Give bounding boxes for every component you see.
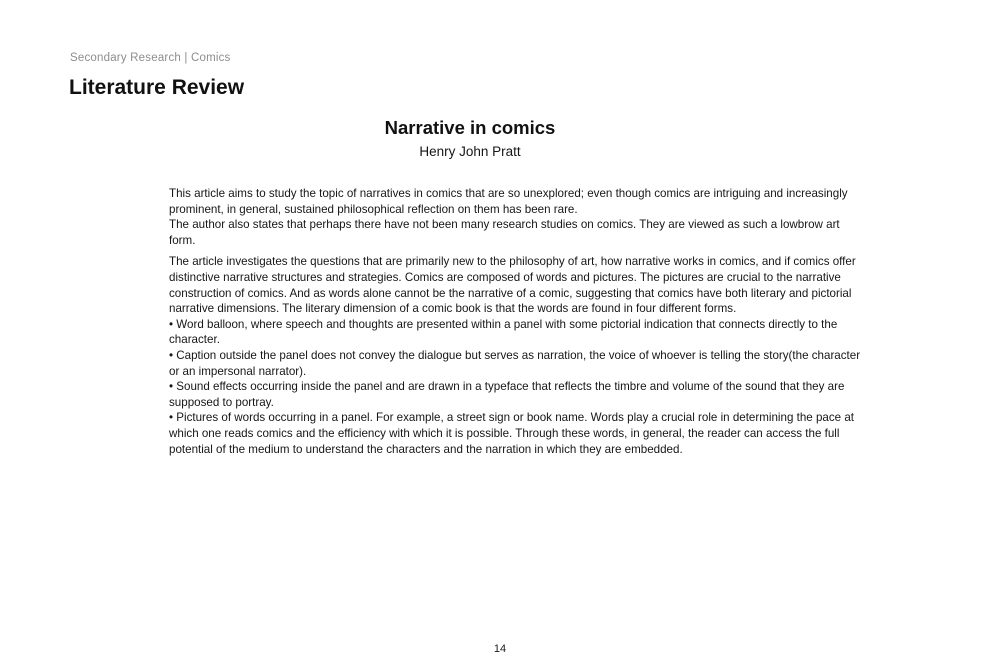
page-title: Literature Review [69,76,245,99]
breadcrumb: Secondary Research | Comics [70,52,231,64]
page-number: 14 [493,643,507,655]
text-line: This article aims to study the topic of narratives in comics that are so unexplored; even though comics are intriguing and increasingly prominent, in general, sustained philosophical reflection on them has been rare. [169,187,848,216]
article-body [169,186,861,457]
text-line: The author also states that perhaps there have not been many research studies on comics. They are viewed as such a lowbrow art form. [169,218,840,247]
paragraph [169,186,861,248]
text-line: • Pictures of words occurring in a panel. For example, a street sign or book name. Words play a crucial role in determining the pace at which one reads comics and the efficiency with which it is possible. Through these words, in general, the reader can access the full potential of the medium to understand the characters and the narration in which they are embedded. [169,411,854,456]
article-header [0,117,940,159]
text-line: • Word balloon, where speech and thoughts are presented within a panel with some pictorial indication that connects directly to the character. [169,317,838,347]
text-line: The article investigates the questions that are primarily new to the philosophy of art, how narrative works in comics, and if comics offer distinctive narrative structures and strategies. Comics are composed of words and pictures. The pictures are crucial to the narrative construction of comics. And as words alone cannot be the narrative of a comic, suggesting that comics have both literary and pictorial narrative dimensions. The literary dimension of a comic book is that the words are found in four different forms. [169,255,856,316]
article-author: Henry John Pratt [419,144,521,159]
paragraph [169,254,861,457]
article-title: Narrative in comics [384,117,556,138]
text-line: • Sound effects occurring inside the panel and are drawn in a typeface that reflects the timbre and volume of the sound that they are supposed to portray. [169,380,845,409]
text-line: • Caption outside the panel does not convey the dialogue but serves as narration, the voice of whoever is telling the story(the character or an impersonal narrator). [169,348,861,378]
